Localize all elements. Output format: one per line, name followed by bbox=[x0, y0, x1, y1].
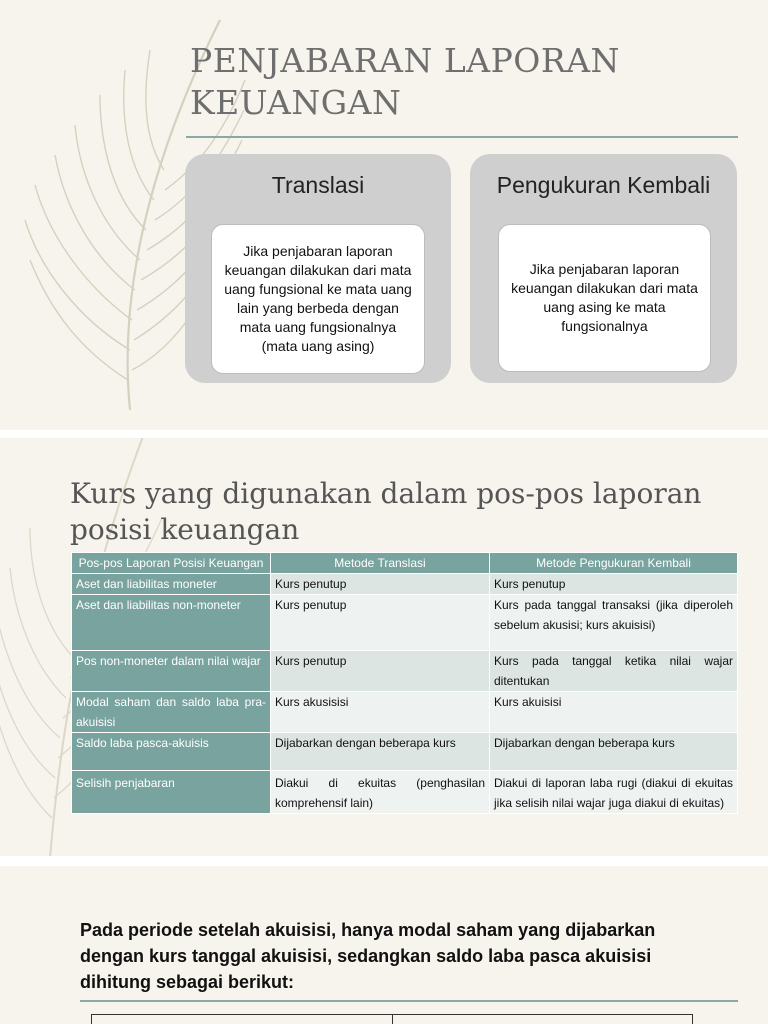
row-header: Aset dan liabilitas moneter bbox=[72, 574, 271, 595]
table-row bbox=[72, 771, 738, 814]
row-header: Pos non-moneter dalam nilai wajar bbox=[72, 651, 271, 692]
table-cell: Kurs pada tanggal transaksi (jika diperoleh sebelum akusisi; kurs akuisisi) bbox=[490, 595, 738, 651]
row-header: Selisih penjabaran bbox=[72, 771, 271, 814]
row-header: Saldo laba pasca-akuisis bbox=[72, 733, 271, 771]
card-description: Jika penjabaran laporan keuangan dilakukan dari mata uang asing ke mata fungsionalnya bbox=[498, 224, 711, 372]
card-pengukuran-kembali bbox=[470, 154, 737, 383]
table-cell: Kurs penutup bbox=[490, 574, 738, 595]
table-cell bbox=[392, 1015, 693, 1024]
table-row bbox=[72, 574, 738, 595]
table-row bbox=[72, 651, 738, 692]
table-header-row bbox=[72, 553, 738, 574]
calculation-table bbox=[91, 1014, 693, 1024]
row-header: Aset dan liabilitas non-moneter bbox=[72, 595, 271, 651]
row-header: Modal saham dan saldo laba pra-akuisisi bbox=[72, 692, 271, 733]
column-header: Metode Translasi bbox=[271, 553, 490, 574]
slide-penjabaran bbox=[0, 0, 768, 430]
table-row bbox=[72, 595, 738, 651]
column-header: Pos-pos Laporan Posisi Keuangan bbox=[72, 553, 271, 574]
kurs-table bbox=[71, 552, 738, 814]
table-row bbox=[72, 733, 738, 771]
table-cell bbox=[92, 1015, 392, 1024]
card-title: Translasi bbox=[271, 172, 365, 198]
table-cell: Kurs akusisisi bbox=[271, 692, 490, 733]
title-divider bbox=[186, 136, 738, 138]
card-title: Pengukuran Kembali bbox=[496, 172, 711, 198]
table-row bbox=[72, 692, 738, 733]
card-description: Jika penjabaran laporan keuangan dilakukan dari mata uang fungsional ke mata uang lain yang berbeda dengan mata uang fungsionalnya (mata uang asing) bbox=[211, 224, 425, 374]
table-cell: Dijabarkan dengan beberapa kurs bbox=[490, 733, 738, 771]
card-translasi bbox=[185, 154, 451, 383]
section-title: Kurs yang digunakan dalam pos-pos laporan posisi keuangan bbox=[70, 477, 702, 546]
body-text: Pada periode setelah akuisisi, hanya modal saham yang dijabarkan dengan kurs tanggal akuisisi, sedangkan saldo laba pasca akuisisi dihitung sebagai berikut: bbox=[80, 920, 656, 992]
table-cell: Kurs akuisisi bbox=[490, 692, 738, 733]
table-cell: Kurs penutup bbox=[271, 651, 490, 692]
column-header: Metode Pengukuran Kembali bbox=[490, 553, 738, 574]
slide-periode-setelah-akuisisi bbox=[0, 866, 768, 1024]
table-cell: Diakui di laporan laba rugi (diakui di ekuitas jika selisih nilai wajar juga diakui di ekuitas) bbox=[490, 771, 738, 814]
table-cell: Kurs penutup bbox=[271, 574, 490, 595]
table-cell: Dijabarkan dengan beberapa kurs bbox=[271, 733, 490, 771]
slide-kurs bbox=[0, 438, 768, 856]
page-title: PENJABARAN LAPORAN KEUANGAN bbox=[190, 41, 620, 122]
section-divider bbox=[80, 1000, 738, 1002]
table-cell: Kurs penutup bbox=[271, 595, 490, 651]
table-cell: Kurs pada tanggal ketika nilai wajar ditentukan bbox=[490, 651, 738, 692]
table-cell: Diakui di ekuitas (penghasilan komprehensif lain) bbox=[271, 771, 490, 814]
